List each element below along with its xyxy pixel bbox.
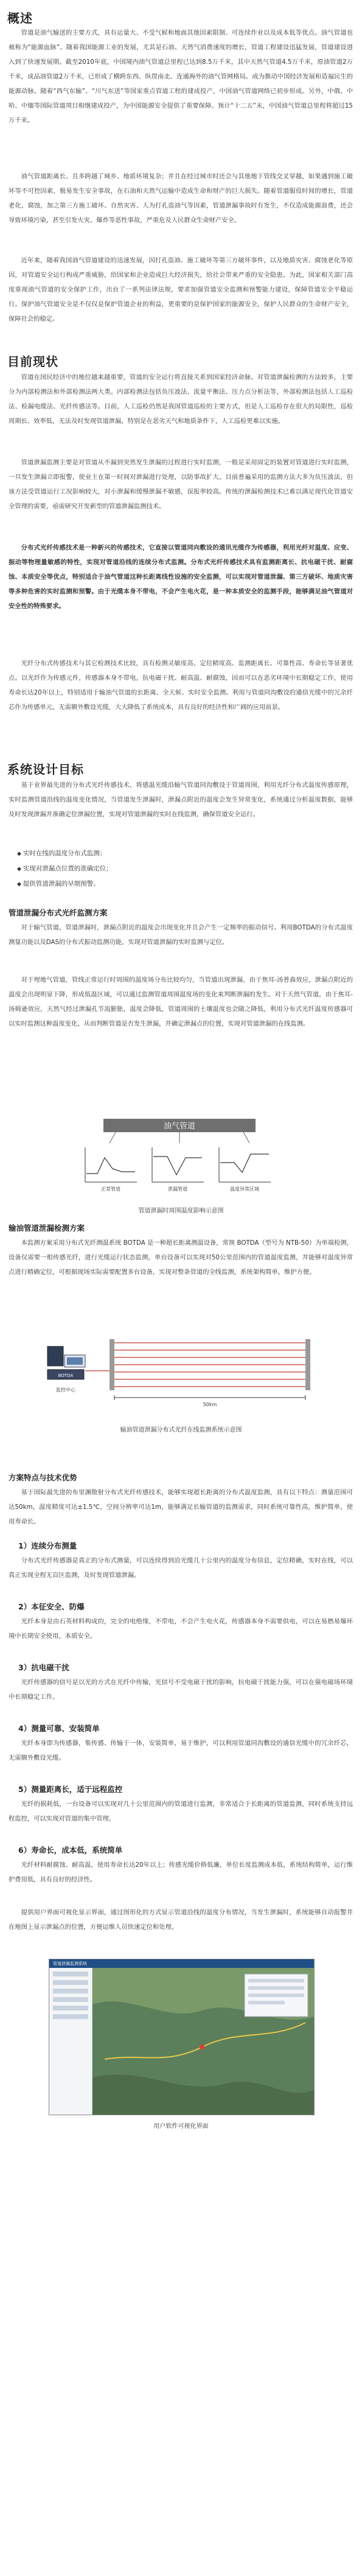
software-screenshot: [49, 1959, 315, 2115]
leak-figure-caption: 管道泄漏时周围温度影响示意图: [138, 1208, 224, 1214]
overview-para-3: 近年来，随着我国油气管道建设的迅速发展，因打孔盗油、施工破坏等第三方破坏事件，以及地质灾害、腐蚀老化等原因，对管道安全运行构成严重威胁，给国家和企业造成巨大经济损失，给社会带来严重的安全隐患。为此，国家相关部门高度重视油气管道的安全保护工作，出台了一系列法律法规，要求加强管道安全监测和预警能力建设，保障管道安全平稳运行。保护油气管道安全是不仅仅是保护管道企业的利益，更重要的是保护国家的能源安全，保护人民群众的生命财产安全，保障社会的稳定。: [9, 257, 353, 323]
pipe-end: [305, 1339, 310, 1390]
km-label: 50km: [203, 1402, 217, 1407]
monitor-label: 监控中心: [56, 1387, 75, 1393]
feature-2-title: 2）本征安全、防爆: [18, 1602, 85, 1611]
equip-label: BOTDA: [58, 1373, 74, 1378]
system-diagram: [43, 1332, 319, 1411]
leak-scheme-heading: 管道泄漏分布式光纤监测方案: [9, 908, 108, 917]
leak-scheme-para-1: 对于输气管道，管道泄漏时，泄漏点附近的温度会出现变化并且会产生一定频率的振动信号。利用BOTDA的分布式温度测量功能以及DAS的分布式振动监测功能，实现对管道泄漏的实时监测与定位。: [9, 924, 353, 946]
features-intro: 基于国际最先进的布里渊散射分布式光纤传感技术，能够实现超长距离的分布式温度监测，具有以下特点：测量范围可达50km，温度精度可达±1.5℃，空间分辨率可达1m，能够满足长输管道的监测需求，同时系统可靠性高，维护简单，使用寿命长。: [9, 1489, 353, 1525]
leak-scheme-para-2: 对于埋地气管道，管线正常运行时周围的温度场分布比较均匀，当管道出现泄漏，由于焦耳-汤普森效应，泄漏点附近的温度会出现明显下降，形成低温区域，可以通过监测管道周围温度场的变化来判断泄漏的发生。对于天然气管道，由于焦耳-汤姆逊效应，天然气经过泄漏孔节流膨胀，温度会降低，管道周围的土壤温度也会随之降低，利用分布式光纤温度传感器可以实时监测这种温度变化，从而判断管道是否发生泄漏，并确定泄漏点的位置，实现对管道泄漏的在线监测。: [9, 976, 353, 1027]
pipe-start: [110, 1339, 114, 1390]
current-para-1: 管道在国民经济中的地位越来越重要，管道的安全运行将直接关系到国家经济命脉。对管道泄漏检测的方法较多，主要分为内部检测法和外部检测法两大类。内部检测法包括负压波法、流量平衡法、压力点分析法等，外部检测法包括人工巡检法、检漏电缆法、光纤传感法等。目前，人工巡检仍然是我国管道巡检的主要方式，但是人工巡检存在很大的局限性，巡检周期长、效率低，无法及时发现管道泄漏，特别是在恶劣天气和地质条件下，人工巡检更难以实施。: [9, 374, 353, 425]
system-figure-caption: 输油管道泄漏分布式光纤在线监测系统示意图: [120, 1427, 242, 1433]
feature-3-text: 光纤传感器的信号是以光的方式在光纤中传输，光信号不受电磁干扰的影响，抗电磁干扰能力强，可以在强电磁场环境中长期稳定工作。: [9, 1679, 353, 1701]
feature-5-text: 光纤的损耗低，一台设备可以实现对几十公里范围内的管道进行监测，非常适合于长距离的管道监测，同时系统支持远程监控，可以实现对管道的集中管理。: [9, 1801, 353, 1822]
feature-3-title: 3）抗电磁干扰: [18, 1663, 69, 1672]
feature-4-title: 4）测量可靠、安装简单: [18, 1724, 100, 1733]
current-para-4: 光纤分布式传感技术与其它检测技术比较，具有检测灵敏度高、定位精度高、监测距离长、可靠性高、寿命长等显著优点。以光纤作为传感元件，传感器本身不带电，抗电磁干扰、耐高温、耐腐蚀，因而可以在恶劣环境中长期稳定工作，使用寿命长达20年以上，特别适用于输油气管道的长距离、全天候、实时安全监测。利用与管道同沟敷设的通信光缆中的冗余纤芯作为传感单元，无需额外敷设光缆，大大降低了系统成本，具有良好的经济性和广阔的应用前景。: [9, 660, 353, 711]
leak-arrows: [110, 1132, 249, 1143]
features-closing: 提供用户界面可视化显示界面，通过图形化的方式显示管道沿线的温度分布情况，当发生泄漏时，系统能够自动报警并在地图上显示泄漏点的位置，方便运维人员快速定位和处理。: [9, 1909, 353, 1931]
software-sidebar: [49, 1968, 92, 2115]
section-title-current: 目前现状: [7, 354, 58, 369]
pipe-lines: [110, 1343, 310, 1387]
curve-label-right: 温度异常区域: [230, 1186, 259, 1192]
current-para-2: 管道泄漏监测主要是对管道从不漏到突然发生泄漏的过程进行实时监测，一般是采用固定的装置对管道进行实时监测，一旦发生泄漏立即报警，使业主在第一时间对泄漏进行处理，以防事故扩大。目前普遍采用的监测方法大多为负压波法，但该方法受管道运行工况影响较大，对小泄漏和缓慢泄漏不敏感，误报率较高。传统的泄漏检测技术已难以满足现代化管道安全管理的需要，亟需研究开发新型的管道泄漏监测技术。: [9, 459, 353, 510]
section-title-goals: 系统设计目标: [7, 762, 84, 777]
current-para-3: 分布式光纤传感技术是一种新兴的传感技术，它直接以管道同向敷设的通讯光缆作为传感器，利用光纤对温度、应变、振动等物理量敏感的特性，实现对管道沿线的连续分布式监测。分布式光纤传感技术具有监测距离长、抗电磁干扰、耐腐蚀、本质安全等优点，特别适合于油气管道这种长距离线性设施的安全监测，可以实现对管道泄漏、第三方破坏、地质灾害等多种危害的实时监测和预警。由于光缆本身不带电，不会产生电火花，是一种本质安全的监测手段，能够满足油气管道对安全性的特殊要求。: [9, 544, 353, 610]
software-caption: 用户软件可视化界面: [153, 2123, 209, 2130]
goals-item-1: ◆ 实时在线的温度分布式监测；: [17, 846, 346, 861]
alarm-marker: [200, 2045, 204, 2049]
chart-left: [85, 1147, 137, 1182]
goals-list: [17, 846, 346, 892]
feature-4-text: 光纤本身即为传感器，集传感、传输于一体，安装简单，易于维护，可以利用管道同沟敷设的通信光缆中的冗余纤芯，无需额外敷设光缆。: [9, 1740, 353, 1762]
feature-6-text: 光纤材料耐腐蚀、耐高温，使用寿命长达20年以上；传感光缆价格低廉，单位长度监测成本低，系统结构简单，运行维护费用低，具有良好的经济性。: [9, 1861, 353, 1883]
section-title-overview: 概述: [7, 11, 33, 26]
chart-right: [219, 1147, 271, 1182]
goals-item-2: ◆ 实现对泄漏点位置的准确定位；: [17, 861, 346, 877]
window-titlebar: 管道泄漏监测系统: [49, 1959, 314, 1968]
feature-2-text: 光纤本身是由石英材料构成的，完全的电绝缘，不带电，不会产生电火花，传感器本身不需要供电，可以在易燃易爆环境中长期安全使用，本质安全。: [9, 1618, 353, 1640]
software-map: [92, 1968, 314, 2115]
overview-para-1: 管道是油气输送的主要方式，具有运量大、不受气候和地面其他因素限制、可连续作业以及成本低等优点。油气管道也被称为“能源血脉”。随着我国能源工业的发展，尤其是石油、天然气消费速度的增长，管道工程建设迅猛发展，管道建设进入到了快速发展期。截至2010年底，中国境内油气管道总里程已达到8.5万千米，其中天然气管道4.5万千米，原油管道2万千米，成品油管道2万千米，已形成了横跨东西、纵贯南北、连通海外的油气管网格局。成为推动中国经济发展和造福民生的能源动脉。随着“西气东输”、“川气东送”等国家重点管道工程的建成投产，中国油气管道网络已初步形成。另外，中俄、中哈、中缅等国际管道项目相继建成投产，为中国能源安全提供了重要保障。预计“十二五”末，中国油气管道总里程将超过15万千米。: [9, 29, 353, 124]
system-scheme-heading: 输油管道泄漏检测方案: [9, 1223, 85, 1233]
curve-label-left: 正常管道: [101, 1186, 120, 1192]
feature-5-title: 5）测量距离长，适于远程监控: [18, 1785, 123, 1794]
equipment-rack: [47, 1346, 85, 1379]
feature-1-text: 分布式光纤传感器是真正的分布式测量，可以连续得到沿光缆几十公里内的温度分布信息，定位精确，实时在线，可以真正实现全程无盲区监测，及时发现管道泄漏。: [9, 1557, 353, 1579]
goals-item-3: ◆ 提供管道泄漏的早期预警。: [17, 877, 346, 892]
feature-1-title: 1）连续分布测量: [18, 1541, 77, 1550]
leak-temperature-diagram: [79, 1114, 283, 1199]
features-heading: 方案特点与技术优势: [9, 1473, 77, 1482]
curve-label-mid: 泄漏管道: [168, 1186, 187, 1192]
feature-6-title: 6）寿命长，成本低，系统简单: [18, 1846, 123, 1855]
pipe-label: 油气管道: [163, 1122, 196, 1131]
system-scheme-para-1: 本监测方案采用分布式光纤测温系统 BOTDA 是一种超长距离测温设备，常规 BOTDA（型号为 NTB-50）为单端检测，设备仅需要一根传感光纤，进行光缆运行状态监测，单台设备可以实现对50公里范围内的管道温度监测，并能够对温度异常点进行精确定位，可根据现场实际需要配置多台设备，实现对整条管道的全线监测，系统架构简单，维护方便。: [9, 1239, 353, 1276]
overview-para-2: 油气管道距离长、且多跨越了城乡、地质环境复杂；并且在经过城市时还会与其他地下管线交叉穿越，如果遇到施工破坏等不可控因素，极易发生安全事故，在石油和天然气运输中造成生命和财产的巨大损失。随着管道服役时间的增长，管道老化、腐蚀，加之第三方施工破坏、自然灾害、人为打孔盗油气等因素，管道泄漏事故时有发生，不仅造成能源浪费，还会导致环境污染，甚至引发火灾、爆炸等恶性事故，严重危及人民群众生命财产安全。: [9, 173, 353, 224]
goals-para-1: 基于业界最先进的分布式光纤传感技术，将感温光缆沿输气管道同沟敷设于管道周围，利用光纤分布式温度传感原理，实时监测管道沿线的温度变化情况，当管道发生泄漏时，泄漏点附近的温度会发生异常变化，系统通过分析温度数据，能够及时发现泄漏并准确定位泄漏位置，实现对管道泄漏的实时在线监测，确保管道安全运行。: [9, 782, 353, 818]
chart-mid: [152, 1147, 204, 1182]
